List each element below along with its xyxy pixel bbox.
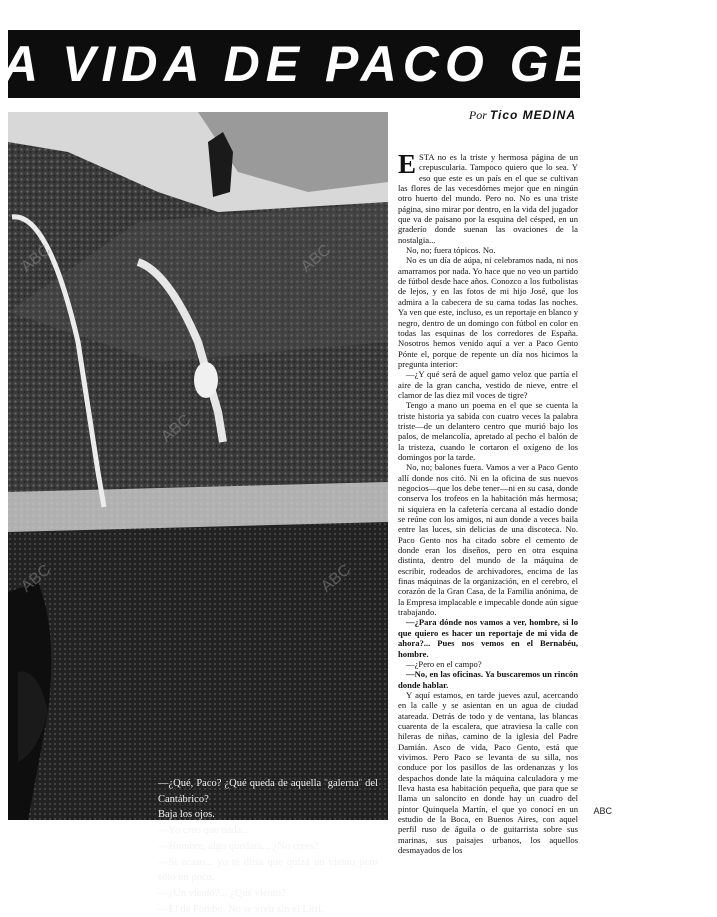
byline xyxy=(469,108,576,123)
watermark: ABC xyxy=(298,241,335,276)
article-paragraph: No es un día de aúpa, ni celebramos nada, ni nos amarramos por nada. Yo hace que no veo un partido de fútbol desde hace años. Conozco a los futbolistas de lejos, y en las fotos de mi hijo José, que los admira a la cabecera de su cama todas las noches. Ya ven que este, incluso, es un reportaje en blanco y negro, dentro de un domingo con fútbol en color en todas las esquinas de los corredores de España. Nosotros hemos venido aquí a ver a Paco Gento Pónte el, porque de repente un día nos hicimos la pregunta interior: xyxy=(398,255,578,369)
photo-caption xyxy=(158,776,378,917)
headline-banner xyxy=(2,30,717,98)
byline-author: Tico MEDINA xyxy=(489,108,576,122)
article-paragraph xyxy=(398,149,578,245)
caption-line: —¿Qué, Paco? ¿Qué queda de aquella ¨galerna¨ del Cantábrico? xyxy=(158,778,378,805)
article-paragraph: —¿Y qué será de aquel gamo veloz que partía el aire de la gran cancha, vestido de nieve, entre el clamor de las diez mil voces de tigre? xyxy=(398,369,578,400)
watermark: ABC xyxy=(318,561,355,596)
article-body xyxy=(398,149,578,856)
article-paragraph: —¿Para dónde nos vamos a ver, hombre, si lo que quiero es hacer un reportaje de mi vida de ahora?... Pues nos vemos en el Bernabéu, hombre. xyxy=(398,617,578,659)
player-photo xyxy=(8,112,388,915)
article-paragraph: —No, en las oficinas. Ya buscaremos un rincón donde hablar. xyxy=(398,669,578,690)
headline: A VIDA DE PACO GENTO xyxy=(2,36,717,92)
watermark: ABC xyxy=(18,561,55,596)
page-mark: ABC xyxy=(593,806,612,816)
article-paragraph: No, no; fuera tópicos. No. xyxy=(406,245,496,256)
byline-prefix: Por xyxy=(468,108,487,122)
caption-line: —Si acaso... yo te diría que quizá un viento pero sólo un poco. xyxy=(158,856,378,884)
photo-scene xyxy=(8,112,388,820)
article-paragraph: —¿Pero en el campo? xyxy=(406,658,482,669)
article-paragraph: No, no; balones fuera. Vamos a ver a Paco Gento allí donde nos citó. Ni en la oficina de sus nuevos negocios—que los debe tener—ni en su casa, donde conserva los trofeos en la habitación más hermosa; ni siquiera en la cafetería cercana al estadio donde se reúne con los amigos, ni aun donde a veces baila entre las luces, sin delicias de una discoteca. No. Paco Gento nos ha citado sobre el cemento de donde eran los diseños, pero en otra esquina distinta, dentro del mundo de la máquina de escribir, rodeados de archivadores, encima de las finas máquinas de la organización, en el cerebro, el corazón de la Gran Casa, de la Familia anónima, de la Empresa implacable e impecable donde aún sigue trabajando. xyxy=(398,462,578,618)
caption-line: Baja los ojos. xyxy=(158,809,215,821)
article-paragraph: Y aquí estamos, en tarde jueves azul, acercando en la calle y se asientan en un agua de ciudad atareada. Detrás de todo y de ventana, las blancas cuarenta de la escalera, que atraviesa la calle con hileras de niñas, camino de la iglesia del Padre Damián. Asco de vida, Paco Gento, está que vivimos. Pero Paco se levanta de su silla, nos conduce por los pasillos de las ordenanzas y los despachos donde late la máquina calculadora y me lleva hasta esa habitación pequeña, que para que se llama un saloncito en donde hay un cuadro del pintor Quinquela Martín, el que yo conocí en un estudio de la Boca, en Buenos Aires, con aquel perfil ruso de águila o de guitarrista sobre sus marinas, sus paisajes urbanos, los aquellos desmayados de los xyxy=(398,689,578,856)
caption-line: —Hombre, algo quedará... ¿No crees? xyxy=(158,840,319,852)
caption-line: —El de Pombo. No se vivir sin el Litri. xyxy=(158,903,324,915)
drop-cap: E xyxy=(398,149,417,179)
watermark: ABC xyxy=(158,411,195,446)
caption-line: —¿Un viento?... ¿Qué viento? xyxy=(158,887,286,899)
caption-line: —Yo creo que nada... xyxy=(158,825,250,837)
article-paragraph: Tengo a mano un poema en el que se cuenta la triste historia ya sabida con cuatro veces la palabra triste—de un delantero centro que murió bajo los palos, de melancolía, apretado al pecho el balón de la tristeza, cuando le cortaron el oxígeno de los domingos por la tarde. xyxy=(398,400,578,462)
article-text: STA no es la triste y hermosa página de un crepuscularia. Tampoco quiero que lo sea. Y eso que este es un país en el que se cultivan las flores de las vecesdórnes mejor que en ningún otro huerto del mundo. Pero no. No es una triste página, sino mirar por dentro, en la vida del jugador que va de paisano por la esquina del césped, en un graderío donde suenan las ovaciones de la nostalgia... xyxy=(398,152,578,245)
watermark: ABC xyxy=(18,241,55,276)
